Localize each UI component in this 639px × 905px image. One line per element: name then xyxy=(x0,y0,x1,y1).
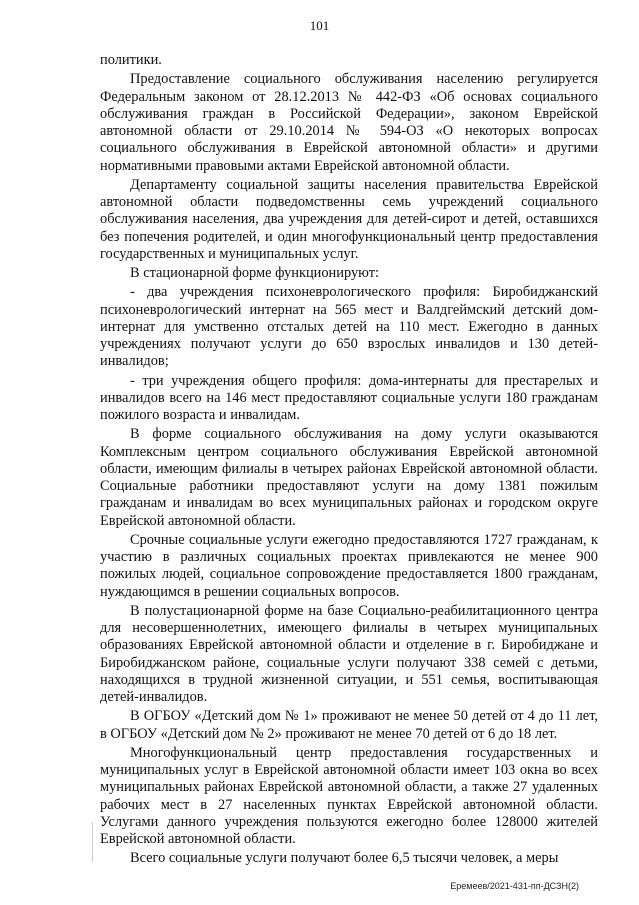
footer-document-code: Еремеев/2021-431-пп-ДСЗН(2) xyxy=(450,881,579,891)
scan-margin-mark xyxy=(92,822,93,862)
paragraph-total: Всего социальные услуги получают более 6,5 тысячи человек, а меры xyxy=(130,850,559,867)
paragraph-politics-continuation: политики. xyxy=(100,52,162,68)
paragraph-general-profile: - три учреждения общего профиля: дома-интернаты для престарелых и инвалидов всего на 146 мест предоставляют социальные услуги 180 гражданам пожилого возраста и инвалидам. xyxy=(100,372,598,423)
page-number: 101 xyxy=(309,18,330,33)
paragraph-orphanages: В ОГБОУ «Детский дом № 1» проживают не менее 50 детей от 4 до 11 лет, в ОГБОУ «Детский дом № 2» проживают не менее 70 детей от 6 до 18 лет. xyxy=(100,708,598,742)
document-body xyxy=(100,52,598,870)
paragraph-home-service: В форме социального обслуживания на дому услуги оказываются Комплексным центром социального обслуживания Еврейской автономной области, имеющим филиалы в четырех районах Еврейской автономной области. Социальные работники предоставляют услуги на дому 1381 пожилым гражданам и инвалидам во всех муниципальных районах и городском округе Еврейской автономной области. xyxy=(100,426,598,529)
paragraph-subordinate-institutions: Департаменту социальной защиты населения правительства Еврейской автономной области подведомственны семь учреждений социального обслуживания населения, два учреждения для детей-сирот и детей, оставшихся без попечения родителей, и один многофункциональный центр предоставления государственных и муниципальных услуг. xyxy=(100,176,598,262)
paragraph-mfc: Многофункциональный центр предоставления государственных и муниципальных услуг в Еврейской автономной области имеет 103 окна во всех муниципальных районах Еврейской автономной области, а также 27 удаленных рабочих мест в 27 населенных пунктах Еврейской автономной области. Услугами данного учреждения пользуются ежегодно более 128000 жителей Еврейской автономной области. xyxy=(100,744,598,847)
paragraph-semi-stationary: В полустационарной форме на базе Социально-реабилитационного центра для несовершеннолетних, имеющего филиалы в четырех муниципальных образованиях Еврейской автономной области и отделение в г. Биробиджане и Биробиджанском районе, социальные услуги получают 338 семей с детьми, находящихся в трудной жизненной ситуации, и 551 семья, воспитывающая детей-инвалидов. xyxy=(100,602,598,705)
paragraph-stationary-intro: В стационарной форме функционируют: xyxy=(130,265,380,281)
paragraph-psychoneurological: - два учреждения психоневрологического профиля: Биробиджанский психоневрологический интернат на 565 мест и Валдгеймский детский дом-интернат для умственно отсталых детей на 110 мест. Ежегодно в данных учреждениях получают услуги до 650 взрослых инвалидов и 130 детей-инвалидов; xyxy=(100,284,598,370)
paragraph-urgent-services: Срочные социальные услуги ежегодно предоставляются 1727 гражданам, к участию в различных социальных проектах привлекаются не менее 900 пожилых людей, социальное сопровождение предоставляется 1800 гражданам, нуждающимся в решении социальных вопросов. xyxy=(100,531,598,600)
paragraph-legal-basis: Предоставление социального обслуживания населению регулируется Федеральным законом от 28.12.2013 № 442-ФЗ «Об основах социального обслуживания граждан в Российской Федерации», законом Еврейской автономной области от 29.10.2014 № 594-ОЗ «О некоторых вопросах социального обслуживания в Еврейской автономной области» и другими нормативными правовыми актами Еврейской автономной области. xyxy=(100,71,598,174)
